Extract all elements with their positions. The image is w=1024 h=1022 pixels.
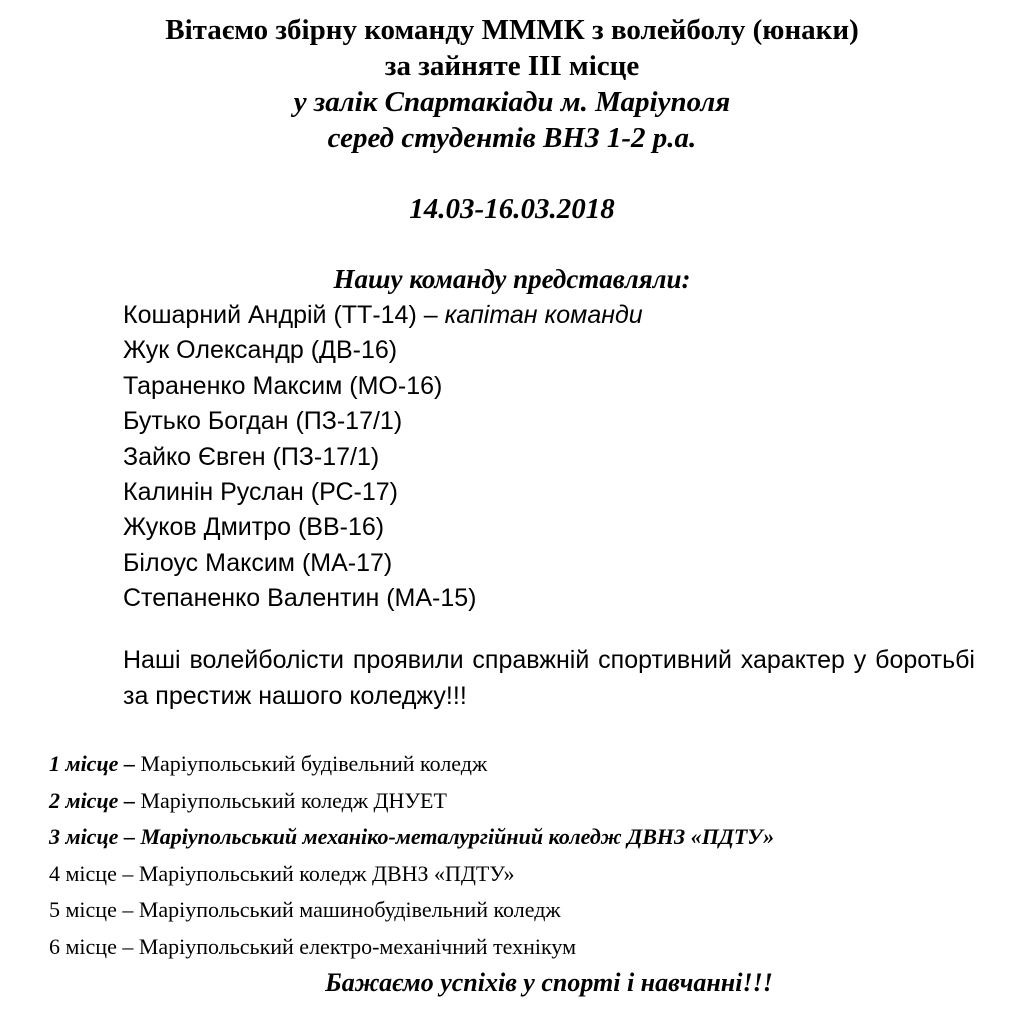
player-item xyxy=(123,404,643,439)
player-item xyxy=(123,581,643,616)
result-row xyxy=(49,746,774,783)
player-name: Білоус Максим (МА-17) xyxy=(123,548,393,577)
players-list xyxy=(123,298,643,617)
result-place: 3 місце – xyxy=(49,824,141,850)
result-row xyxy=(49,892,774,929)
player-role: капітан команди xyxy=(444,301,643,329)
player-item xyxy=(123,510,643,545)
result-place: 4 місце – xyxy=(49,860,139,886)
player-name: Кошарний Андрій (ТТ-14) – xyxy=(123,301,445,329)
player-item xyxy=(123,369,643,404)
player-item xyxy=(123,546,643,581)
team-heading: Нашу команду представляли: xyxy=(333,264,691,294)
results-list xyxy=(49,746,774,966)
player-name: Жуков Дмитро (ВВ-16) xyxy=(123,513,385,542)
player-item xyxy=(123,333,643,368)
result-place: 6 місце – xyxy=(49,933,139,959)
player-item xyxy=(123,298,643,333)
player-name: Жук Олександр (ДВ-16) xyxy=(123,336,398,365)
event-dates: 14.03-16.03.2018 xyxy=(409,193,615,225)
title-line-participants: серед студентів ВНЗ 1-2 р.а. xyxy=(327,122,697,154)
result-row xyxy=(49,783,774,820)
result-place: 1 місце – xyxy=(49,751,141,776)
result-college: Маріупольський електро-механічний технікум xyxy=(138,933,577,959)
player-item xyxy=(123,440,643,475)
team-message: Наші волейболісти проявили справжній спортивний характер у боротьбі за престиж нашого коледжу!!! xyxy=(123,646,975,710)
closing-wish: Бажаємо успіхів у спорті і навчанні!!! xyxy=(325,968,773,997)
player-item xyxy=(123,475,643,510)
title-line-place: за зайняте ІІІ місце xyxy=(384,50,640,82)
result-row xyxy=(49,929,774,966)
result-college: Маріупольський коледж ДНУЕТ xyxy=(140,787,447,813)
player-name: Бутько Богдан (ПЗ-17/1) xyxy=(123,407,403,436)
player-name: Калинін Руслан (РС-17) xyxy=(123,478,398,507)
title-line-competition: у залік Спартакіади м. Маріуполя xyxy=(293,86,731,118)
player-name: Зайко Євген (ПЗ-17/1) xyxy=(123,442,380,471)
result-row xyxy=(49,856,774,893)
player-name: Степаненко Валентин (МА-15) xyxy=(123,584,477,613)
player-name: Тараненко Максим (МО-16) xyxy=(123,371,443,400)
result-place: 5 місце – xyxy=(49,897,139,923)
result-college: Маріупольський коледж ДВНЗ «ПДТУ» xyxy=(138,860,515,886)
title-line-congratulations: Вітаємо збірну команду МММК з волейболу (юнаки) xyxy=(165,14,859,46)
result-college: Маріупольський машинобудівельний коледж xyxy=(138,897,561,923)
announcement-title xyxy=(0,12,1024,156)
result-place: 2 місце – xyxy=(49,787,141,813)
result-college: Маріупольський будівельний коледж xyxy=(140,751,488,776)
result-row-highlight xyxy=(49,819,774,856)
result-college: Маріупольський механіко-металургійний коледж ДВНЗ «ПДТУ» xyxy=(140,824,775,850)
